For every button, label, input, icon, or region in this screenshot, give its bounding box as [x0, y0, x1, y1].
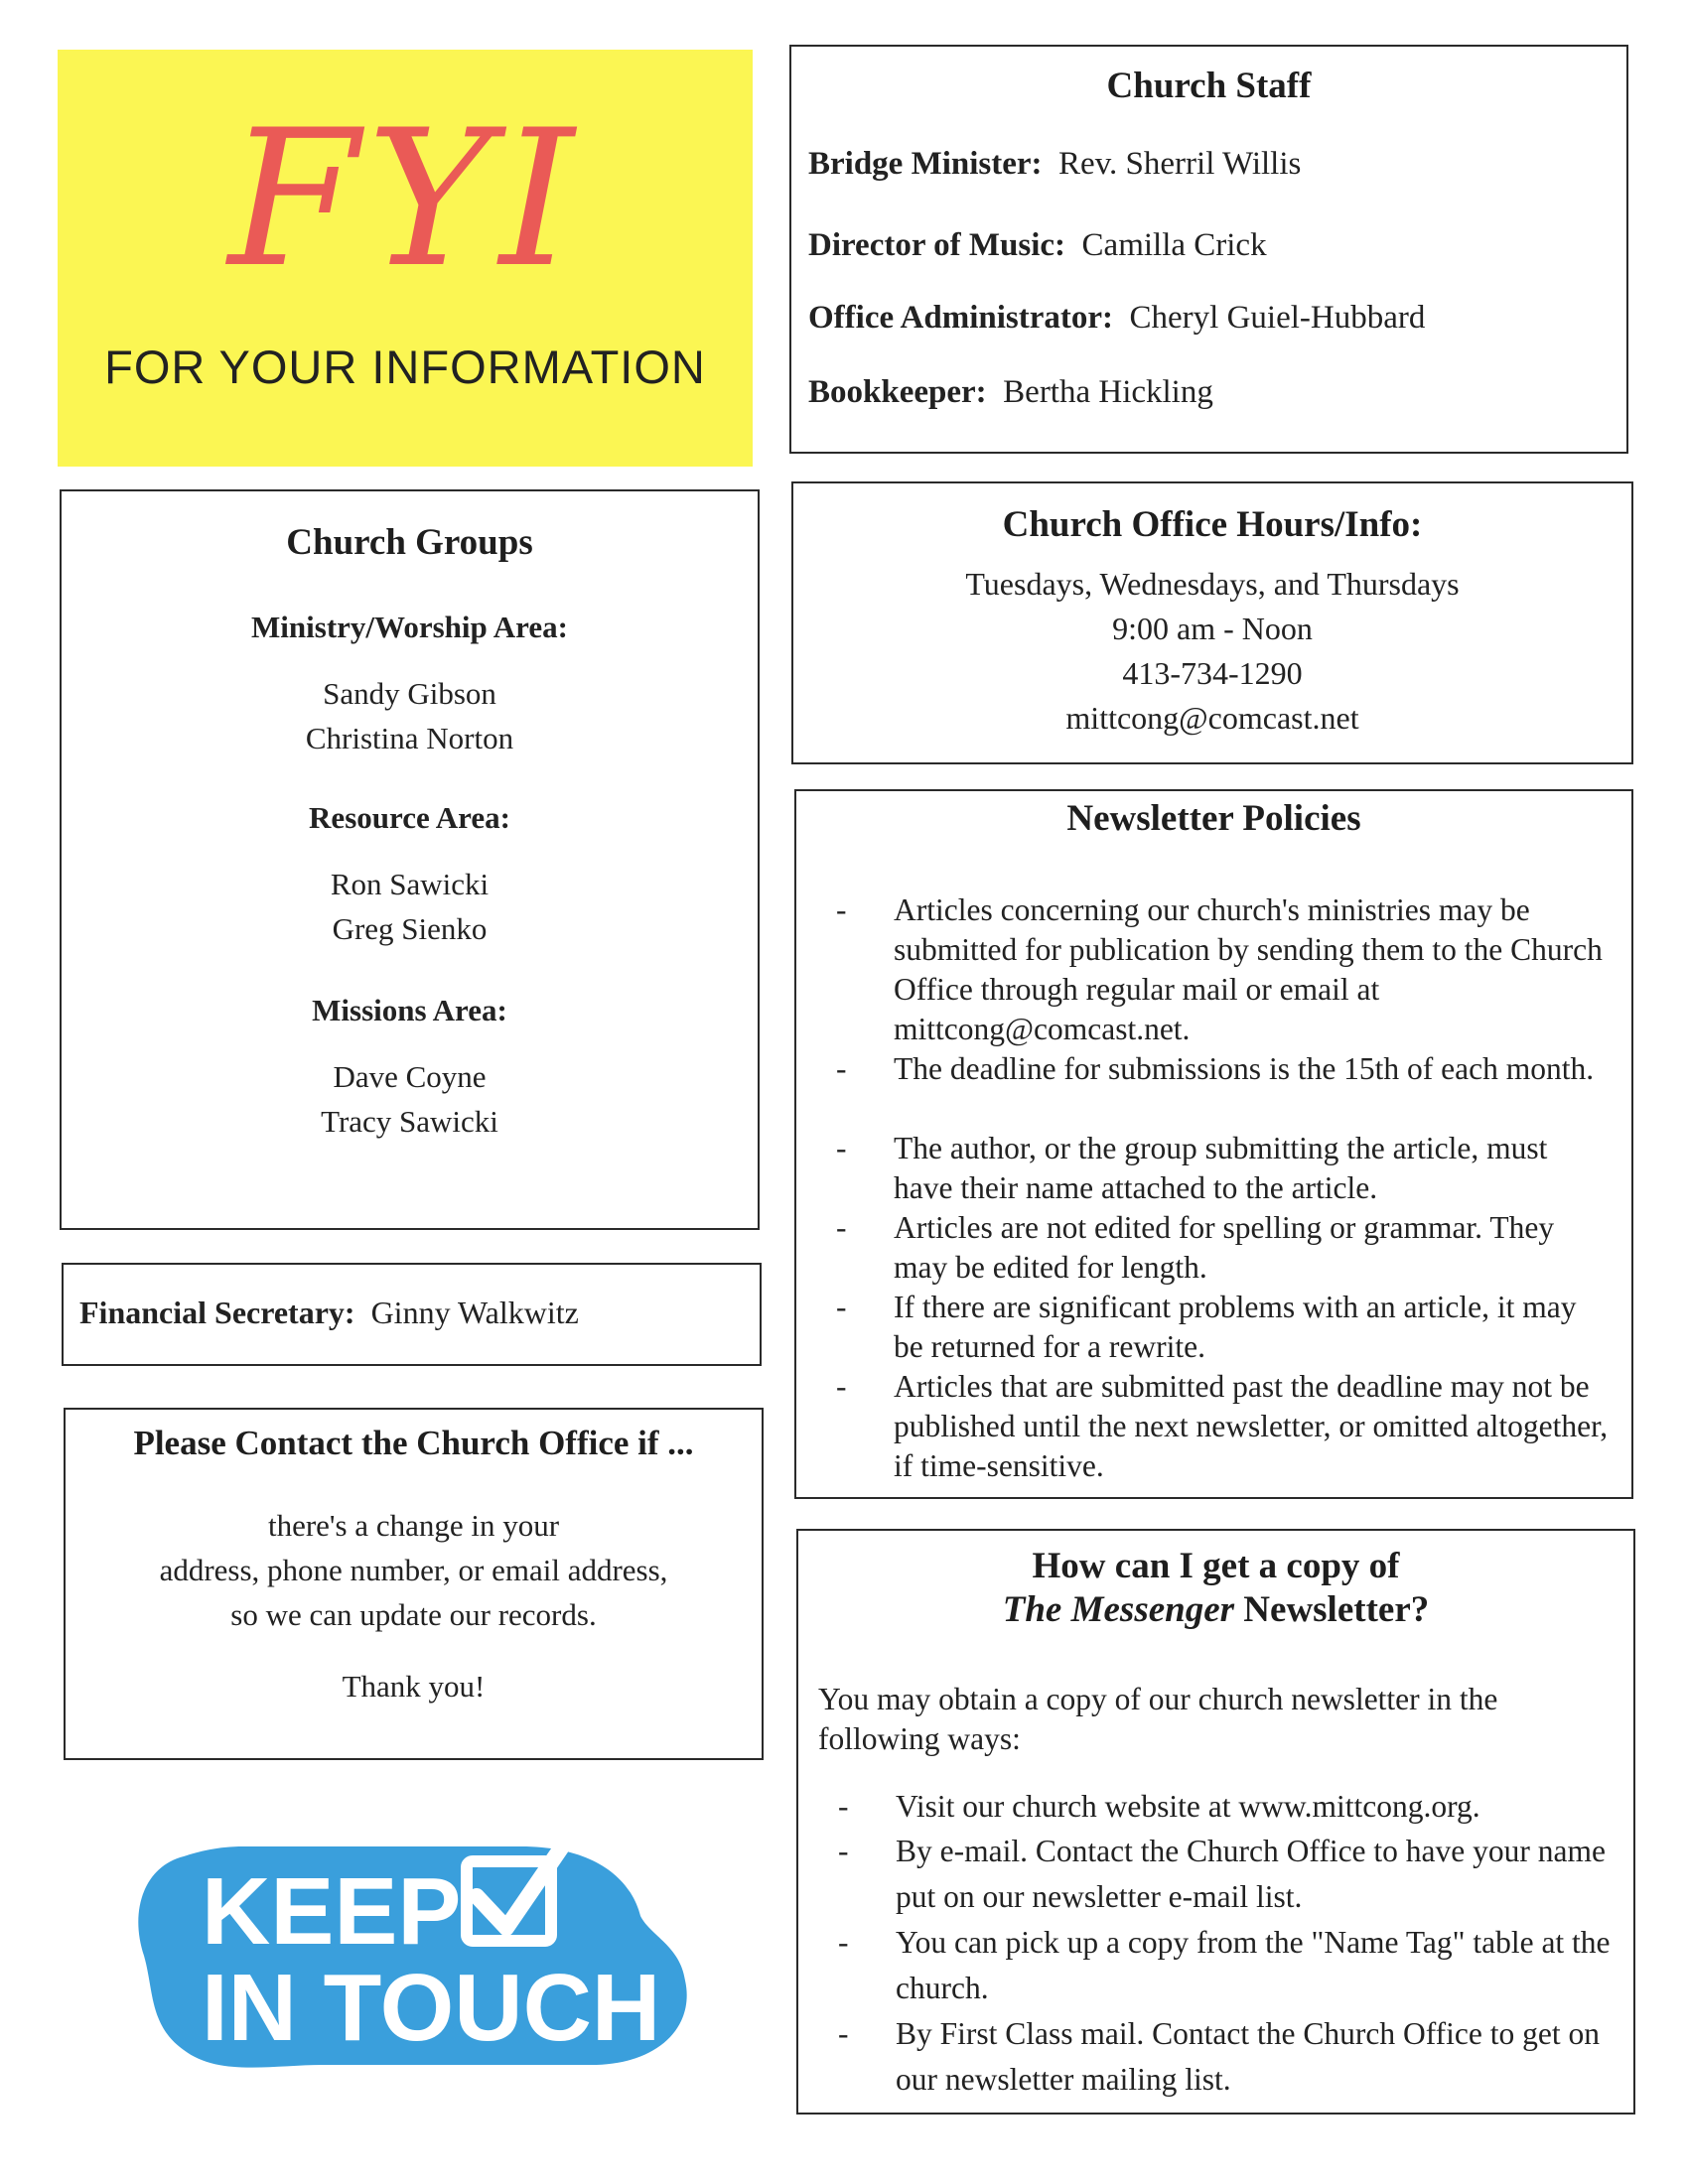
group-area-title: Resource Area:	[309, 800, 510, 835]
office-email[interactable]: mittcong@comcast.net	[1065, 700, 1359, 736]
hours-heading: Church Office Hours/Info:	[1002, 504, 1423, 545]
group-members: Ron Sawicki Greg Sienko	[330, 867, 490, 946]
contact-message: there's a change in your address, phone number, or email address, so we can update our records.	[159, 1508, 668, 1632]
church-groups-box	[60, 489, 760, 1230]
office-days: Tuesdays, Wednesdays, and Thursdays	[965, 566, 1460, 602]
church-staff-box	[789, 45, 1628, 454]
office-time: 9:00 am - Noon	[1112, 611, 1313, 646]
copy-item: - You can pick up a copy from the "Name Tag" table at the church.	[838, 1925, 1611, 2005]
policy-item: - Articles are not edited for spelling or grammar. They may be edited for length.	[836, 1210, 1555, 1285]
copy-item: - By e-mail. Contact the Church Office to have your name put on our newsletter e-mail list.	[838, 1834, 1606, 1914]
staff-heading: Church Staff	[1106, 66, 1312, 106]
financial-secretary: Financial Secretary: Ginny Walkwitz	[79, 1295, 579, 1330]
contact-thanks: Thank you!	[342, 1669, 486, 1704]
staff-row: Director of Music: Camilla Crick	[808, 227, 1267, 263]
financial-secretary-box	[62, 1263, 762, 1366]
contact-office-box	[64, 1408, 764, 1760]
staff-row: Office Administrator: Cheryl Guiel-Hubbard	[808, 300, 1426, 336]
fyi-banner	[58, 50, 753, 467]
office-phone: 413-734-1290	[1122, 655, 1303, 691]
group-members: Dave Coyne Tracy Sawicki	[321, 1059, 498, 1139]
group-area-title: Ministry/Worship Area:	[251, 610, 568, 644]
staff-row: Bridge Minister: Rev. Sherril Willis	[808, 146, 1302, 182]
keep-in-touch-logo	[124, 1817, 695, 2075]
logo-line1: KEEP	[202, 1858, 462, 1965]
copy-heading: How can I get a copy of The Messenger Newsletter?	[1002, 1546, 1430, 1630]
groups-heading: Church Groups	[286, 522, 533, 563]
policy-item: - Articles that are submitted past the deadline may not be published until the next newsletter, or omitted altogether, if time-sensitive.	[836, 1369, 1609, 1483]
office-hours-box	[791, 481, 1633, 764]
policy-item: - If there are significant problems with an article, it may be returned for a rewrite.	[836, 1290, 1577, 1364]
staff-row: Bookkeeper: Bertha Hickling	[808, 374, 1213, 410]
contact-heading: Please Contact the Church Office if ...	[133, 1424, 694, 1462]
group-members: Sandy Gibson Christina Norton	[305, 676, 514, 755]
group-area-title: Missions Area:	[312, 993, 507, 1027]
copy-item: - Visit our church website at www.mittcong.org.	[838, 1789, 1480, 1824]
policy-item: - The deadline for submissions is the 15th of each month.	[836, 1051, 1595, 1086]
copy-intro: You may obtain a copy of our church newsletter in the following ways:	[818, 1682, 1498, 1756]
fyi-title: FYI	[227, 89, 583, 309]
fyi-subtitle: FOR YOUR INFORMATION	[104, 341, 706, 393]
newsletter-policies-box	[794, 789, 1633, 1499]
newsletter-copy-box	[796, 1529, 1635, 2115]
policy-item: - Articles concerning our church's ministries may be submitted for publication by sending them to the Church Office through regular mail or email at mittcong@comcast.net.	[836, 892, 1603, 1046]
logo-line2: IN TOUCH	[202, 1955, 661, 2061]
copy-item: - By First Class mail. Contact the Church Office to get on our newsletter mailing list.	[838, 2016, 1600, 2097]
policy-item: - The author, or the group submitting the article, must have their name attached to the article.	[836, 1131, 1548, 1205]
policies-heading: Newsletter Policies	[1066, 798, 1361, 839]
